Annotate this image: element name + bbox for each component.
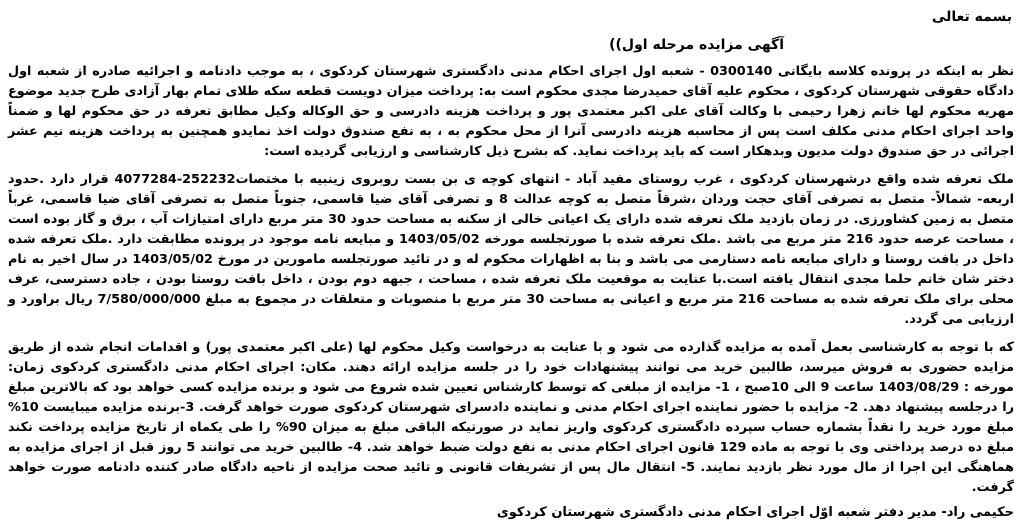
document-heading: بسمه تعالی: [931, 9, 1012, 25]
paragraph-property-description: ملک تعرفه شده واقع درشهرستان کردکوی ، غرب روستای مفید آباد - انتهای کوچه ی بن بست روبروی زینبیه با مختصات252232-4077284 قرار دارد .حدود اربعه- شمالاً- متصل به تصرفی آقای حجت وردان ،شرقاً متصل به کوچه عدالت 8 و تصرفی آقای ضیا قاسمی، جنوباً متصل به تصرفی آقای ضیا قاسمی، غرباً متصل به زمین کشاورزی. در زمان بازدید ملک تعرفه شده دارای یک اعیانی خالی از سکنه به مساحت حدود 30 متر مربع دارای امتیازات آب ، برق و گاز بوده است ، مساحت عرصه حدود 216 متر مربع می باشد .ملک تعرفه شده با صورتجلسه مورخه 1403/05/02 و مبایعه نامه موجود در پرونده مطابقت دارد .ملک تعرفه شده داخل در بافت روستا و دارای مبایعه نامه دستارمی می باشد و بنا به اظهارات محکوم له و در تائید صورتجلسه مامورین در مورخ 1403/05/02 در سال اخیر به نام دختر شان خانم حلما مجدی انتقال یافته است.با عنایت به موقعیت ملک تعرفه شده ، مساحت ، جبهه دوم بودن ، داخل بافت روستا بودن ، جاده دسترسی، عرف محلی برای ملک تعرفه شده به مساحت 216 متر مربع و اعیانی به مساحت 30 متر مربع با منصوبات و متعلقات در مجموع به مبلغ 7/580/000/000 ریال براورد و ارزیابی می گردد.: [8, 172, 1015, 327]
paragraph-auction-terms: که با توجه به کارشناسی بعمل آمده به مزایده گذارده می شود و با عنایت به درخواست وکیل محکوم لها (علی اکبر معتمدی پور) و اقدامات انجام شده از طریق مزایده حضوری به فروش میرسد، طالبین خرید می توانند پیشنهادات خود را در جلسه مزایده ارائه دهند. مکان: اجرای احکام مدنی دادگستری کردکوی زمان: مورخه : 1403/08/29 ساعت 9 الی 10صبح ، 1- مزایده از مبلغی که توسط کارشناس تعیین شده شروع می شود و برنده مزایده کسی خواهد بود که بالاترین مبلغ را درجلسه پیشنهاد دهد. 2- مزایده با حضور نماینده اجرای احکام مدنی و نماینده دادسرای شهرستان کردکوی صورت خواهد گرفت. 3-برنده مزایده میبایست 10% مبلغ مورد خرید را نقداً بشماره حساب سپرده دادگستری کردکوی واریز نماید در صورتیکه الباقی مبلغ به میزان 90% را طی یکماه از تاریخ مزایده پرداخت نکند مبلغ ده درصد پرداختی وی با توجه به ماده 129 قانون اجرای احکام مدنی به نفع دولت ضبط خواهد شد. 4- طالبین خرید می توانند 5 روز قبل از اجرای مزایده به هماهنگی این اجرا از مال مورد نظر بازدید نمایند. 5- انتقال مال پس از تشریفات قانونی و تائید صحت مزایده از ناحیه دادگاه صادر کننده دادنامه صورت خواهد گرفت.: [8, 340, 1014, 495]
document-signature-line: حکیمی راد- مدیر دفتر شعبه اوّل اجرای احکام مدنی دادگستری شهرستان کردکوی: [496, 505, 1014, 520]
document-title: آگهی مزایده مرحله اول)): [609, 37, 784, 53]
paragraph-case-intro: نظر به اینکه در پرونده کلاسه بایگانی 0300140 - شعبه اول اجرای احکام مدنی دادگستری شهرستان کردکوی ، به موجب دادنامه و اجرائیه صادره از شعبه اول دادگاه حقوقی شهرستان کردکوی ، محکوم علیه آقای حمیدرضا مجدی محکوم است به: پرداخت میزان دویست قطعه سکه طلای تمام بهار آزادی طرح جدید موضوع مهریه محکوم لها خانم زهرا رحیمی با وکالت آقای علی اکبر معتمدی پور و پرداخت هزینه دادرسی و حق الوکاله وکیل مطابق تعرفه در حق محکوم لها و ضمناً واحد اجرای احکام مدنی مکلف است پس از محاسبه هزینه دادرسی آنرا از محل محکوم به ، به نفع صندوق دولت اخذ نمایدو همچنین به پرداخت هزینه نیم عشر اجرائی در حق صندوق دولت مدیون وبدهکار است که باید پرداخت نماید. که بشرح ذیل کارشناسی و ارزیابی گردیده است:: [8, 64, 1014, 159]
